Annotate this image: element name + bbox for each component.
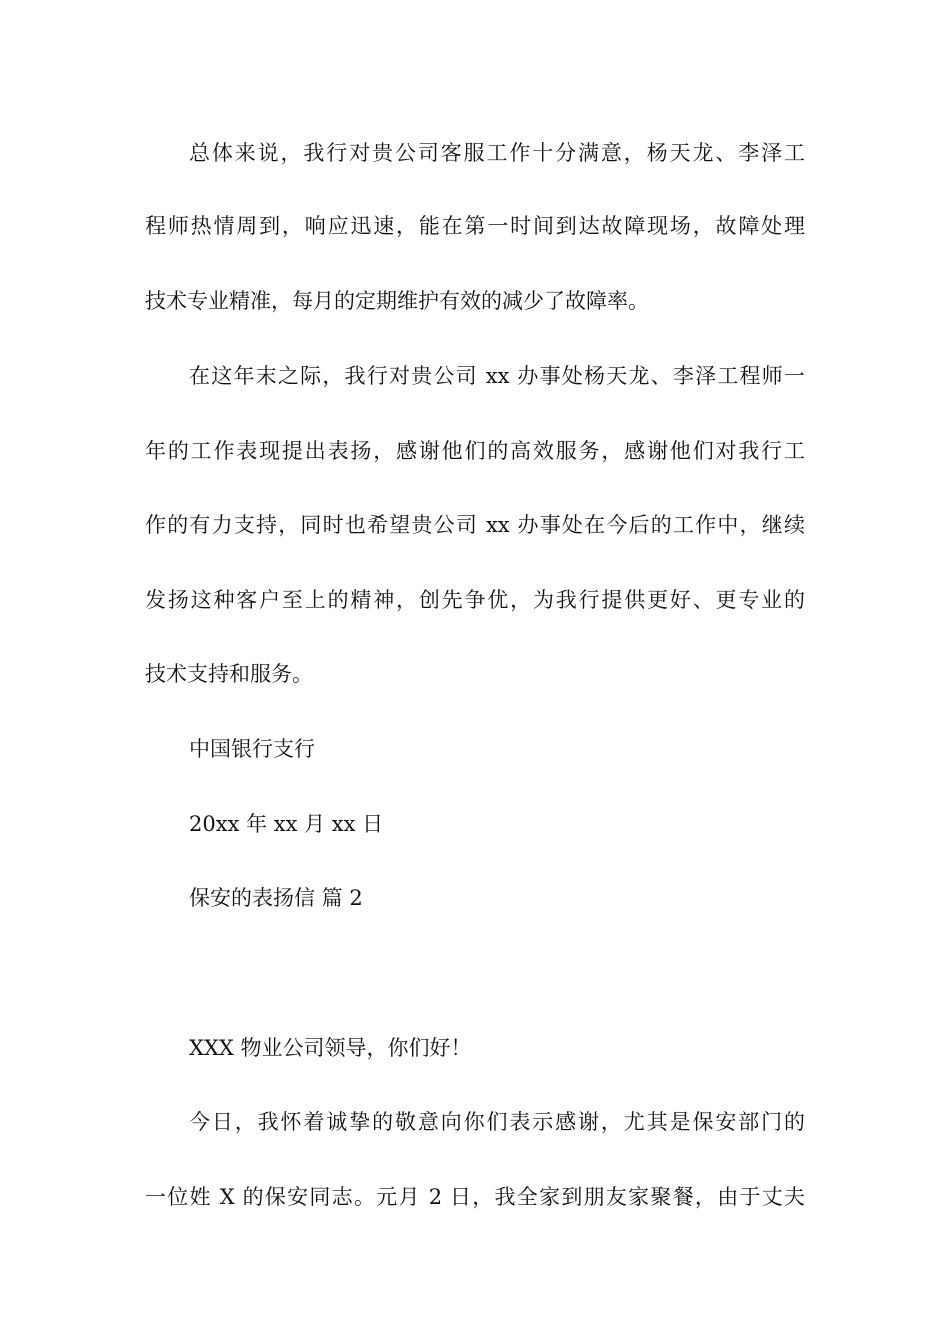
paragraph-2-line-3: 作的有力支持，同时也希望贵公司 xx 办事处在今后的工作中，继续 [145,513,805,537]
paragraph-1-line-2: 程师热情周到，响应迅速，能在第一时间到达故障现场，故障处理 [145,214,805,238]
paragraph-2-line-5: 技术支持和服务。 [145,662,313,686]
paragraph-1-line-1: 总体来说，我行对贵公司客服工作十分满意，杨天龙、李泽工 [189,141,805,165]
paragraph-2-line-4: 发扬这种客户至上的精神，创先争优，为我行提供更好、更专业的 [145,588,805,612]
paragraph-2-line-1: 在这年末之际，我行对贵公司 xx 办事处杨天龙、李泽工程师一 [189,364,805,388]
date: 20xx 年 xx 月 xx 日 [189,812,384,836]
paragraph-3-line-2: 一位姓 X 的保安同志。元月 2 日，我全家到朋友家聚餐，由于丈夫 [145,1185,805,1209]
paragraph-2-line-2: 年的工作表现提出表扬，感谢他们的高效服务，感谢他们对我行工 [145,439,805,463]
paragraph-1-line-3: 技术专业精准，每月的定期维护有效的减少了故障率。 [145,289,649,313]
salutation: XXX 物业公司领导，你们好！ [189,1036,472,1060]
paragraph-3-line-1: 今日，我怀着诚挚的敬意向你们表示感谢，尤其是保安部门的 [189,1110,805,1134]
section-title: 保安的表扬信 篇 2 [189,886,363,910]
signature: 中国银行支行 [189,737,315,761]
